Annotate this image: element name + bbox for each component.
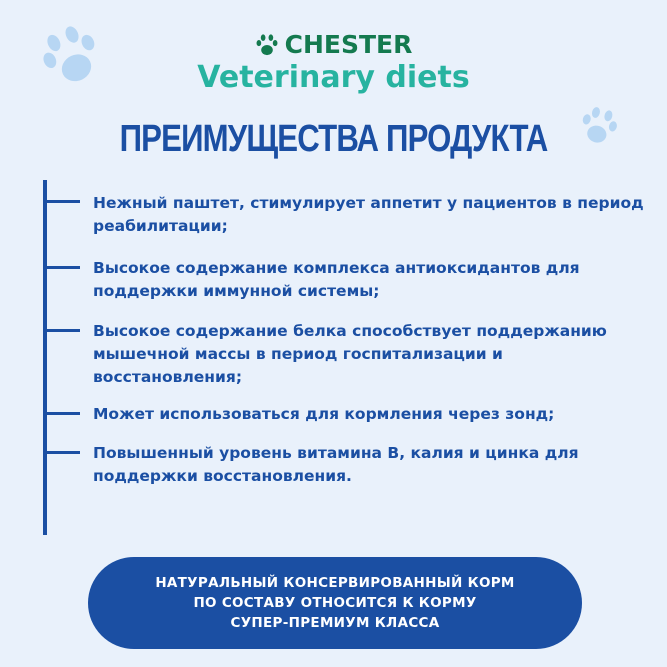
paw-icon	[255, 33, 279, 57]
benefit-item: Повышенный уровень витамина В, калия и цинка для поддержки восстановления.	[93, 444, 579, 485]
benefit-item: Может использоваться для кормления через зонд;	[93, 405, 555, 423]
info-banner	[88, 557, 582, 649]
timeline-tick	[43, 266, 80, 269]
benefit-item: Высокое содержание белка способствует поддержанию мышечной массы в период госпитализации и восстановления;	[93, 322, 607, 386]
brand-name: CHESTER	[284, 30, 413, 59]
timeline-tick	[43, 451, 80, 454]
timeline-tick	[43, 200, 80, 203]
brand-logo	[0, 30, 667, 59]
banner-line: ПО СОСТАВУ ОТНОСИТСЯ К КОРМУ	[193, 595, 477, 611]
page-title: ПРЕИМУЩЕСТВА ПРОДУКТА	[119, 118, 548, 160]
benefit-item: Высокое содержание комплекса антиоксидантов для поддержки иммунной системы;	[93, 259, 580, 300]
benefit-item: Нежный паштет, стимулирует аппетит у пациентов в период реабилитации;	[93, 194, 644, 235]
timeline-tick	[43, 329, 80, 332]
brand-subtitle: Veterinary diets	[197, 60, 470, 95]
timeline-line	[43, 180, 47, 535]
timeline-tick	[43, 412, 80, 415]
banner-line: НАТУРАЛЬНЫЙ КОНСЕРВИРОВАННЫЙ КОРМ	[155, 575, 515, 591]
banner-line: СУПЕР-ПРЕМИУМ КЛАССА	[230, 615, 440, 631]
